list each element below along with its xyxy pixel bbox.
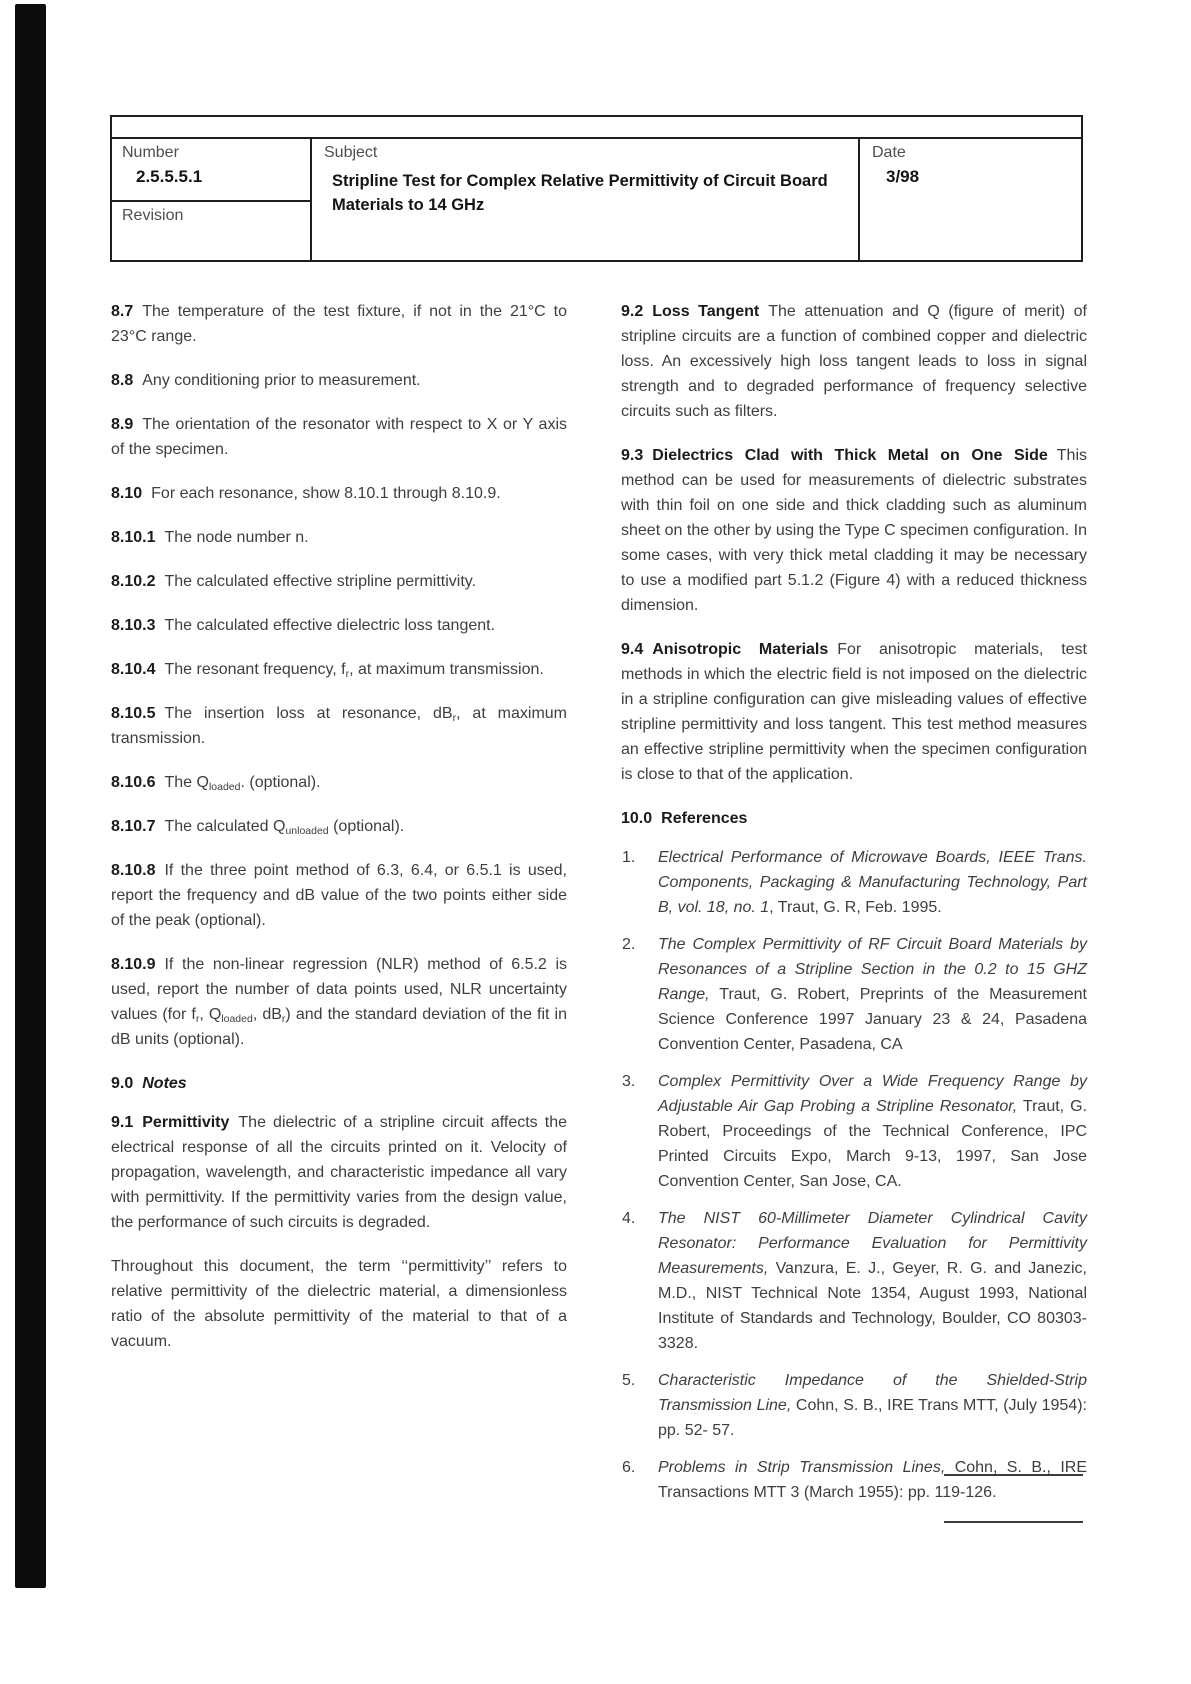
- text-run: 8.10: [111, 485, 143, 502]
- text-run: loaded: [208, 781, 241, 793]
- text-run: The attenuation and Q (figure of merit) of stripline circuits are a function of combined copper and dielectric loss. An excessively high loss tangent leads to loss in signal strength and to degraded performance of frequency selective circuits such as filters.: [621, 303, 1087, 420]
- section-8-10-5: [111, 701, 567, 751]
- section-8-10-7: [111, 814, 567, 839]
- header-table-main-row: [112, 139, 1081, 260]
- number-label: Number: [122, 144, 179, 161]
- section-8-8: [111, 368, 567, 393]
- signature-line-1: [944, 1474, 1083, 1476]
- text-run: , dB: [252, 1006, 282, 1023]
- text-run: Electrical Performance of Microwave Boards, IEEE Trans. Components, Packaging & Manufacturing Technology, Part B, vol. 18, no. 1: [658, 849, 1087, 916]
- section-8-10-2: [111, 569, 567, 594]
- section-8-10-4: [111, 657, 567, 682]
- text-run: The Complex Permittivity of RF Circuit Board Materials by Resonances of a Stripline Section in the 0.2 to 15 GHZ Range,: [658, 936, 1087, 1003]
- text-run: The temperature of the test fixture, if not in the 21°C to 23°C range.: [111, 303, 567, 345]
- number-value: 2.5.5.5.1: [136, 167, 203, 186]
- text-run: , at maximum transmission.: [349, 661, 544, 678]
- text-run: , at maximum transmission.: [111, 705, 568, 747]
- text-run: Cohn, S. B., IRE Transactions MTT 3 (March 1955): pp. 119-126.: [658, 1459, 1087, 1501]
- section-8-7: [111, 299, 567, 349]
- reference-3: [621, 1069, 1087, 1194]
- text-run: Throughout this document, the term ‘‘permittivity’’ refers to relative permittivity of the dielectric material, a dimensionless ratio of the absolute permittivity of the material to that of a vacuum.: [111, 1258, 567, 1350]
- text-run: 8.9: [111, 416, 134, 433]
- text-run: loaded: [221, 1013, 253, 1025]
- reference-1: [621, 845, 1087, 920]
- text-run: 8.10.9: [111, 956, 156, 973]
- signature-line-2: [944, 1521, 1083, 1523]
- text-run: Characteristic Impedance of the Shielded-Strip Transmission Line,: [658, 1372, 1087, 1414]
- text-run: Problems in Strip Transmission Lines,: [658, 1459, 946, 1476]
- text-run: r: [452, 712, 457, 724]
- scan-artifact-bar: [15, 4, 46, 1588]
- text-run: Permittivity: [142, 1114, 230, 1131]
- text-run: (optional).: [328, 818, 405, 835]
- text-run: 8.10.5: [111, 705, 156, 722]
- reference-number: 6.: [622, 1459, 636, 1476]
- text-run: unloaded: [285, 825, 329, 837]
- text-run: Notes: [142, 1075, 187, 1092]
- subject-value: Stripline Test for Complex Relative Permittivity of Circuit Board Materials to 14 GHz: [332, 172, 828, 214]
- text-run: 9.3: [621, 447, 644, 464]
- text-run: 10.0: [621, 810, 653, 827]
- section-8-10-9: [111, 952, 567, 1052]
- section-8-10-3: [111, 613, 567, 638]
- text-run: 8.10.6: [111, 774, 156, 791]
- text-run: Dielectrics Clad with Thick Metal on One Side: [652, 447, 1048, 464]
- section-9-2-loss-tangent: [621, 299, 1087, 424]
- reference-2: [621, 932, 1087, 1057]
- section-8-10: [111, 481, 567, 506]
- text-run: If the three point method of 6.3, 6.4, or 6.5.1 is used, report the frequency and dB value of the two points either side of the peak (optional).: [111, 862, 567, 929]
- number-cell: [112, 139, 310, 202]
- text-run: The calculated Q: [164, 818, 286, 835]
- text-run: 8.10.4: [111, 661, 156, 678]
- text-run: 8.7: [111, 303, 134, 320]
- reference-number: 5.: [622, 1372, 636, 1389]
- section-8-10-6: [111, 770, 567, 795]
- text-run: References: [661, 810, 748, 827]
- text-run: The insertion loss at resonance, dB: [164, 705, 453, 722]
- text-run: 9.2: [621, 303, 644, 320]
- reference-number: 4.: [622, 1210, 636, 1227]
- text-run: Any conditioning prior to measurement.: [142, 372, 421, 389]
- text-run: , Q: [199, 1006, 222, 1023]
- text-run: For anisotropic materials, test methods in which the electric field is not imposed on the dielectric in a stripline configuration can give misleading values of effective stripline permittivity and loss tangent. This test method measures an effective stripline permittivity when the specimen configuration is close to that of the application.: [621, 641, 1087, 783]
- text-run: 9.1: [111, 1114, 134, 1131]
- heading-9-0-notes: [111, 1071, 567, 1096]
- reference-number: 3.: [622, 1073, 636, 1090]
- revision-label: Revision: [122, 207, 184, 224]
- text-run: , Traut, G. R, Feb. 1995.: [769, 899, 942, 916]
- right-column: [621, 299, 1087, 1517]
- text-run: ) and the standard deviation of the fit in dB units (optional).: [111, 1006, 568, 1048]
- reference-6: [621, 1455, 1087, 1505]
- text-run: Loss Tangent: [652, 303, 760, 320]
- text-run: Anisotropic Materials: [652, 641, 829, 658]
- text-run: Cohn, S. B., IRE Trans MTT, (July 1954): pp. 52- 57.: [658, 1397, 1087, 1439]
- section-8-9: [111, 412, 567, 462]
- text-run: 8.10.8: [111, 862, 156, 879]
- date-cell: [858, 139, 1081, 260]
- heading-10-0-references: [621, 806, 1087, 831]
- reference-5: [621, 1368, 1087, 1443]
- subject-label: Subject: [324, 144, 378, 161]
- text-run: This method can be used for measurements of dielectric substrates with thin foil on one side and thick cladding such as aluminum sheet on the other by using the Type C specimen configuration. In some cases, with very thick metal cladding it may be necessary to use a modified part 5.1.2 (Figure 4) with a reduced thickness dimension.: [621, 447, 1087, 614]
- text-run: The calculated effective stripline permittivity.: [164, 573, 477, 590]
- text-run: Traut, G. Robert, Preprints of the Measurement Science Conference 1997 January 23 & 24, Pasadena Convention Center, Pasadena, CA: [658, 986, 1087, 1053]
- text-run: 8.10.1: [111, 529, 156, 546]
- text-run: The calculated effective dielectric loss tangent.: [164, 617, 496, 634]
- text-run: Vanzura, E. J., Geyer, R. G. and Janezic, M.D., NIST Technical Note 1354, August 1993, National Institute of Standards and Technology, Boulder, CO 80303-3328.: [658, 1260, 1087, 1352]
- section-8-10-8: [111, 858, 567, 933]
- revision-cell: [112, 202, 310, 260]
- reference-4: [621, 1206, 1087, 1356]
- text-run: 8.8: [111, 372, 134, 389]
- left-column: [111, 299, 567, 1373]
- text-run: For each resonance, show 8.10.1 through 8.10.9.: [151, 485, 501, 502]
- date-label: Date: [872, 144, 906, 161]
- section-9-4-anisotropic-materials: [621, 637, 1087, 787]
- text-run: 9.0: [111, 1075, 134, 1092]
- text-run: The resonant frequency, f: [164, 661, 346, 678]
- text-run: 8.10.2: [111, 573, 156, 590]
- text-run: Traut, G. Robert, Proceedings of the Technical Conference, IPC Printed Circuits Expo, March 9-13, 1997, San Jose Convention Center, San Jose, CA.: [658, 1098, 1088, 1190]
- text-run: If the non-linear regression (NLR) method of 6.5.2 is used, report the number of data points used, NLR uncertainty values (for f: [111, 956, 567, 1023]
- text-run: . (optional).: [240, 774, 321, 791]
- paragraph-permittivity-definition: [111, 1254, 567, 1354]
- text-run: r: [195, 1013, 200, 1025]
- header-table-top-strip: [112, 117, 1081, 139]
- text-run: r: [345, 668, 350, 680]
- text-run: Complex Permittivity Over a Wide Frequency Range by Adjustable Air Gap Probing a Stripline Resonator,: [658, 1073, 1087, 1115]
- text-run: 8.10.7: [111, 818, 156, 835]
- text-run: The orientation of the resonator with respect to X or Y axis of the specimen.: [111, 416, 567, 458]
- section-8-10-1: [111, 525, 567, 550]
- text-run: The Q: [164, 774, 209, 791]
- section-9-1-permittivity: [111, 1110, 567, 1235]
- reference-number: 2.: [622, 936, 636, 953]
- section-9-3-dielectrics-clad: [621, 443, 1087, 618]
- subject-cell: [312, 139, 858, 260]
- header-table: [110, 115, 1083, 262]
- number-revision-cell: [112, 139, 312, 260]
- text-run: The node number n.: [164, 529, 309, 546]
- text-run: 8.10.3: [111, 617, 156, 634]
- reference-number: 1.: [622, 849, 636, 866]
- text-run: The NIST 60-Millimeter Diameter Cylindrical Cavity Resonator: Performance Evaluation for Permittivity Measurements,: [658, 1210, 1087, 1277]
- text-run: The dielectric of a stripline circuit affects the electrical response of all the circuits printed on it. Velocity of propagation, wavelength, and characteristic impedance all vary with permittivity. If the permittivity varies from the design value, the performance of such circuits is degraded.: [111, 1114, 567, 1231]
- text-run: r: [281, 1013, 286, 1025]
- text-run: 9.4: [621, 641, 644, 658]
- date-value: 3/98: [886, 167, 920, 186]
